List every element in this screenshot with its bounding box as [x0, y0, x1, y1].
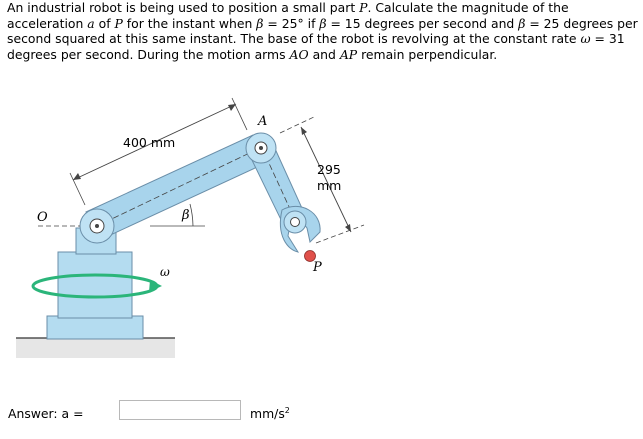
- beta-dot-symbol: β: [256, 15, 264, 31]
- ground: [16, 338, 175, 358]
- problem-statement: An industrial robot is being used to position a small part P. Calculate the magnitude of the acceleration a of P for the instant when β = 25° if β = 15 degrees per second and β = 25 degrees per second squared at this same instant. The base of the robot is revolving at the constant rate ω = 31 degrees per second. During the motion arms AO and AP remain perpendicular.: [7, 0, 638, 62]
- label-beta: β: [182, 208, 190, 223]
- base-foot: [47, 316, 143, 339]
- arm-ao-centerline: [97, 148, 260, 226]
- dim-295-value: 295: [317, 162, 341, 177]
- dim-400-label: 400 mm: [123, 135, 176, 150]
- label-o: O: [37, 210, 48, 225]
- answer-unit: $mm/s^2$: [250, 406, 290, 422]
- omega-symbol: ω: [580, 31, 591, 47]
- dim-295-ext-p: [316, 225, 364, 243]
- dim-295-ext-a: [280, 116, 316, 133]
- beta-arc: [190, 204, 193, 226]
- label-a: A: [258, 114, 268, 129]
- dim-400-ext-a: [232, 98, 247, 130]
- label-p: P: [313, 260, 322, 275]
- joint-o-center: [95, 224, 99, 228]
- beta-ddot-symbol: β: [518, 15, 526, 31]
- answer-label: Answer: a =: [8, 406, 84, 421]
- joint-a-center: [259, 146, 263, 150]
- joint-wrist-pin: [291, 218, 300, 227]
- answer-input[interactable]: [119, 400, 241, 420]
- label-omega: ω: [160, 265, 170, 279]
- beta-dot-symbol: β: [319, 15, 327, 31]
- base-column: [58, 252, 132, 318]
- dim-295-unit: mm: [317, 178, 342, 193]
